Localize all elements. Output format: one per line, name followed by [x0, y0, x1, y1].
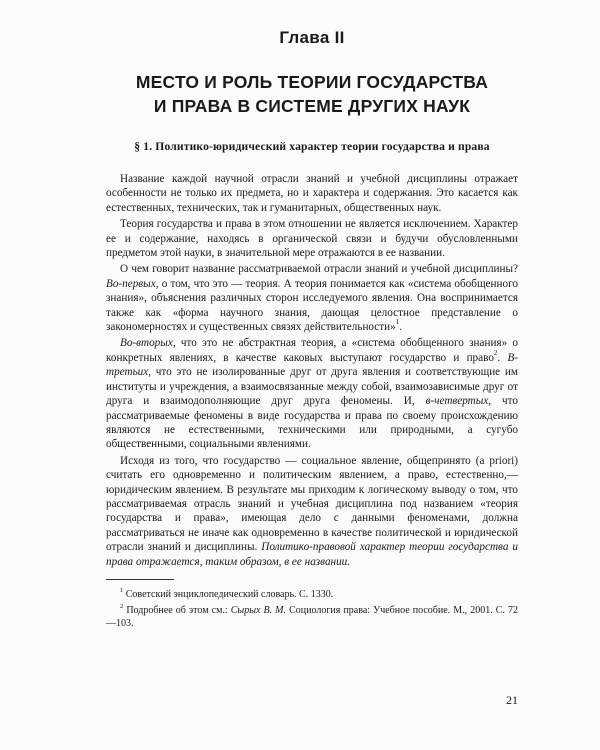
footnote-2: [106, 604, 518, 630]
paragraph-4-emphasis-f: в-четвертых: [425, 395, 489, 408]
chapter-title-line-2: И ПРАВА В СИСТЕМЕ ДРУГИХ НАУК: [153, 96, 471, 116]
paragraph-3-text-a: О чем говорит название рассматриваемой отрасли знаний и учебной дисциплины?: [120, 263, 518, 276]
paragraph-5-text-a: Исходя из того, что государство — социальное явление, общепринято (a priori) считать его одновременно и политическим явлением, а право, естественно,— юридическим явлением. В результате мы приходим к логическому выводу о том, что рассматриваемая отрасль знаний и учебная дисциплина под названием «теория государства и права», имеющая дело с данными феноменами, должна рассматриваться не иначе как одновременно в качестве политической и юридической отрасли знаний и дисциплины.: [106, 454, 518, 554]
footnotes: [106, 588, 518, 630]
paragraph-1: Название каждой научной отрасли знаний и учебной дисциплины отражает особенности не только их предмета, но и характера и содержания. Это касается как естественных, технических, так и гуманитарных, общественных наук.: [106, 173, 518, 214]
footnote-ref-1: 1: [395, 318, 400, 327]
paragraph-2: Теория государства и права в этом отношении не является исключением. Характер ее и содержание, находясь в органической связи и будучи обусловленными предметом этой науки, в значительной мере отражаются в ее названии.: [106, 218, 518, 260]
paragraph-3: [106, 262, 518, 334]
paragraph-3-text-d: .: [399, 321, 403, 334]
footnote-1: [106, 588, 518, 601]
footnote-2-number: 2: [120, 602, 124, 610]
paragraph-5-emphasis: Политико-правовой характер теории государства и права отражается, таким образом, в ее названии.: [106, 541, 518, 568]
footnote-ref-2: 2: [493, 349, 498, 358]
footnote-divider: [106, 579, 174, 580]
paragraph-4-emphasis-a: Во-вторых: [120, 337, 173, 350]
footnote-1-text: Советский энциклопедический словарь. С. 1330.: [123, 588, 334, 600]
paragraph-4: [106, 336, 518, 451]
paragraph-4-text-e: , что это не изолированные друг от друга явления и соответствующие им институты и учреждения, а взаимосвязанные между собой, взаимозависимые друг от друга и взаимодополняющие друг друга феномены. И,: [106, 366, 518, 408]
paragraph-3-emphasis: Во-первых: [106, 277, 156, 290]
paragraph-3-text-c: , о том, что это — теория. А теория понимается как «система обобщенного знания», объяснения различных сторон исследуемого явления. Она воспринимается также как «форма научного знания, дающая целостное представление о закономерностях и существенных связях действительности»: [106, 277, 518, 334]
paragraph-4-text-c: .: [497, 351, 508, 364]
footnote-2-text-a: Подробнее об этом см.:: [123, 604, 231, 616]
section-heading: § 1. Политико-юридический характер теории государства и права: [134, 140, 490, 153]
chapter-title: [106, 70, 518, 118]
page-number: 21: [506, 693, 518, 707]
paragraph-5: [106, 454, 518, 569]
paragraph-4-text-g: , что рассматриваемые феномены в виде государства и права по своему происхождению являются не естественными, техническими или природными, а сугубо общественными, социальными явлениями.: [106, 395, 518, 451]
paragraph-4-text-b: , что это не абстрактная теория, а «система обобщенного знания» о конкретных явлениях, в качестве каковых выступают государство и право: [106, 337, 518, 364]
footnote-2-author: Сырых В. М.: [230, 604, 287, 616]
footnote-2-text-b: Социология права: Учебное пособие. М., 2001. С. 72—103.: [106, 604, 519, 629]
paragraph-4-emphasis-d: В-третьих: [106, 351, 519, 379]
chapter-label: Глава II: [279, 28, 345, 47]
footnote-1-number: 1: [120, 586, 124, 594]
body-text: [106, 172, 518, 569]
chapter-title-line-1: МЕСТО И РОЛЬ ТЕОРИИ ГОСУДАРСТВА: [135, 72, 489, 92]
